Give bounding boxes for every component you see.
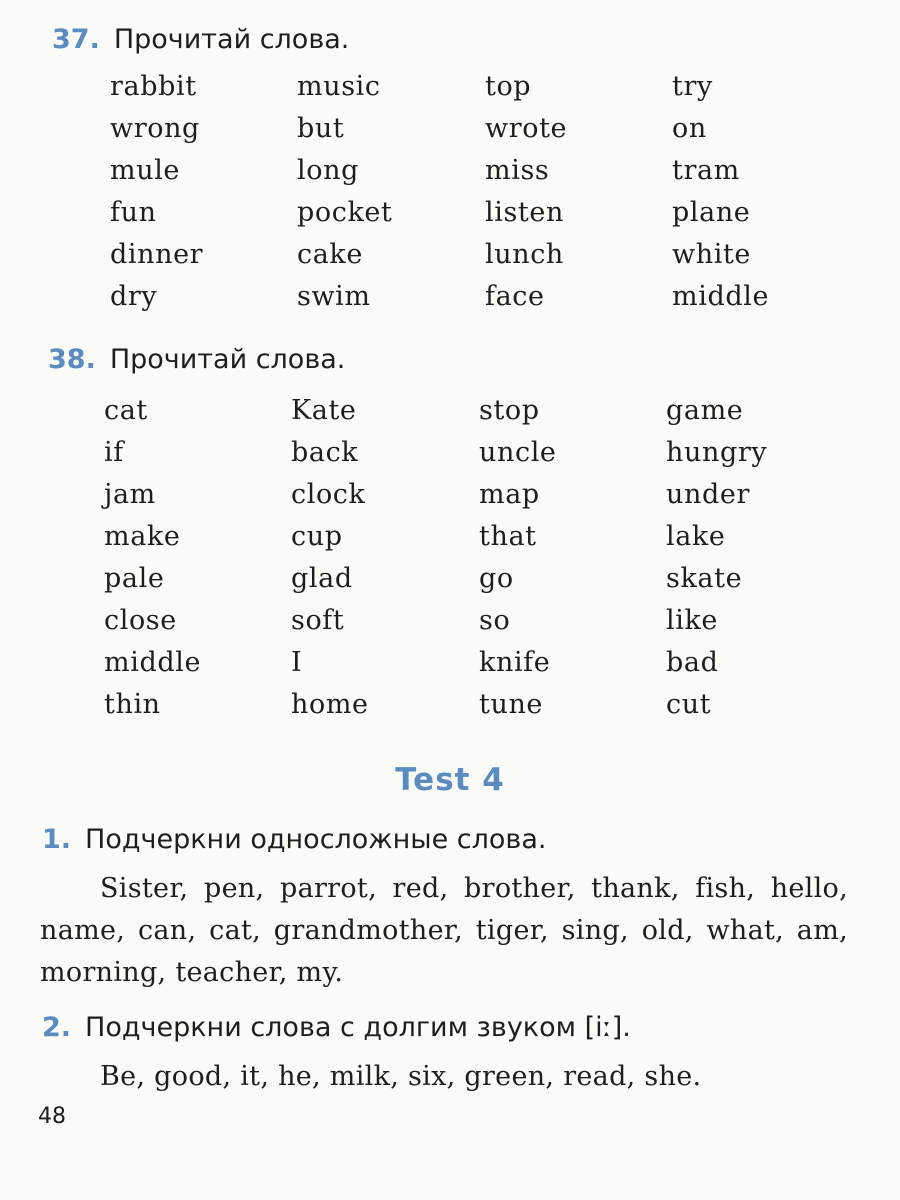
word: mule xyxy=(110,155,181,186)
word: bad xyxy=(666,647,719,678)
word: so xyxy=(479,605,511,636)
word: tram xyxy=(672,155,740,186)
word: clock xyxy=(291,479,366,510)
word: dinner xyxy=(110,239,204,270)
exercise-38-title: Прочитай слова. xyxy=(109,344,346,375)
word: I xyxy=(291,647,303,678)
word: like xyxy=(666,605,719,636)
word: wrong xyxy=(110,113,200,144)
word: cut xyxy=(666,689,712,720)
exercise-37-number: 37. xyxy=(52,24,100,55)
word: dry xyxy=(110,281,158,312)
test-title: Test 4 xyxy=(395,762,505,798)
word: middle xyxy=(672,281,770,312)
word: fun xyxy=(110,197,157,228)
task-2-number: 2. xyxy=(42,1012,72,1043)
exercise-38-heading xyxy=(48,344,345,375)
word: hungry xyxy=(666,437,768,468)
word: make xyxy=(104,521,181,552)
word: Kate xyxy=(291,395,357,426)
word: plane xyxy=(672,197,751,228)
exercise-37-heading xyxy=(52,24,349,55)
word: face xyxy=(485,281,545,312)
word: under xyxy=(666,479,750,510)
word: soft xyxy=(291,605,345,636)
word: top xyxy=(485,71,532,102)
word: middle xyxy=(104,647,202,678)
word: uncle xyxy=(479,437,557,468)
word: rabbit xyxy=(110,71,197,102)
word: if xyxy=(104,437,124,468)
word: on xyxy=(672,113,707,144)
word: pale xyxy=(104,563,165,594)
word: back xyxy=(291,437,359,468)
word: map xyxy=(479,479,540,510)
word: wrote xyxy=(485,113,568,144)
word: white xyxy=(672,239,751,270)
word: long xyxy=(297,155,359,186)
exercise-37-word-grid xyxy=(110,66,812,318)
task-2-instruction: Подчеркни слова с долгим звуком [iː]. xyxy=(85,1012,631,1043)
word: game xyxy=(666,395,744,426)
task-1-instruction: Подчеркни односложные слова. xyxy=(85,824,547,855)
word: but xyxy=(297,113,345,144)
page-number: 48 xyxy=(38,1104,66,1129)
word: listen xyxy=(485,197,564,228)
word: thin xyxy=(104,689,161,720)
word: glad xyxy=(291,563,353,594)
word: pocket xyxy=(297,197,393,228)
task-2-text: Be, good, it, he, milk, six, green, read, she. xyxy=(100,1061,702,1092)
word: go xyxy=(479,563,514,594)
word: music xyxy=(297,71,381,102)
word: cake xyxy=(297,239,363,270)
exercise-38-number: 38. xyxy=(48,344,96,375)
word: cup xyxy=(291,521,343,552)
word: close xyxy=(104,605,177,636)
task-1-text: Sister, pen, parrot, red, brother, thank, fish, hello, name, can, cat, grandmother, tiger, sing, old, what, am, morning, teacher, my. xyxy=(40,873,848,988)
word: skate xyxy=(666,563,743,594)
word: cat xyxy=(104,395,148,426)
word: that xyxy=(479,521,537,552)
word: knife xyxy=(479,647,551,678)
word: lake xyxy=(666,521,726,552)
word: miss xyxy=(485,155,550,186)
exercise-38-word-grid xyxy=(104,390,806,726)
word: lunch xyxy=(485,239,564,270)
word: swim xyxy=(297,281,371,312)
task-2-heading xyxy=(42,1012,631,1043)
task-1-number: 1. xyxy=(42,824,72,855)
task-1-heading xyxy=(42,824,546,855)
word: home xyxy=(291,689,369,720)
word: jam xyxy=(104,479,156,510)
word: tune xyxy=(479,689,544,720)
exercise-37-title: Прочитай слова. xyxy=(113,24,350,55)
word: try xyxy=(672,71,713,102)
word: stop xyxy=(479,395,540,426)
